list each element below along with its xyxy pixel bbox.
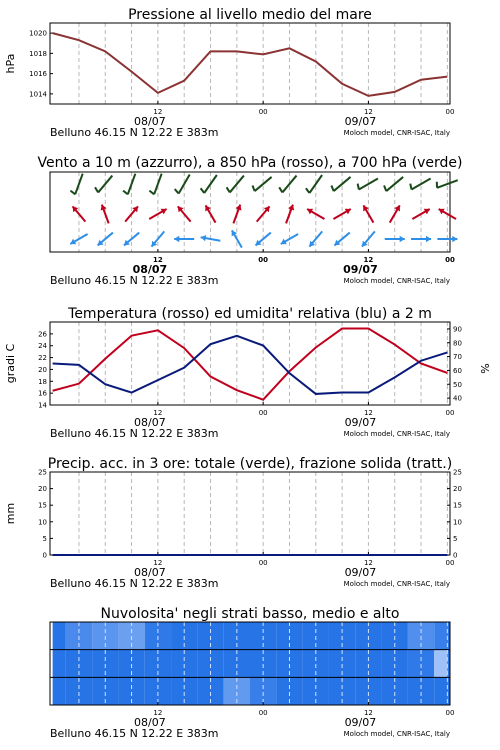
y-tick-label: 10 (38, 518, 47, 527)
wind-700-barb-feather (410, 184, 411, 190)
date-label: 09/07 (344, 566, 377, 579)
y-tick-label: 5 (42, 534, 47, 543)
pressure-line (53, 33, 448, 96)
y-tick-label: 25 (38, 468, 47, 477)
date-label: 08/07 (134, 416, 166, 429)
y-tick-label: 16 (38, 389, 47, 398)
y-tick-label: 18 (38, 377, 47, 386)
location-label: Belluno 46.15 N 12.22 E 383m (50, 126, 219, 139)
wind-700-barb-feather (95, 187, 98, 192)
panel-wind (37, 155, 462, 287)
x-tick-label: 00 (258, 409, 268, 417)
panel-title: Precip. acc. in 3 ore: totale (verde), frazione solida (tratt.) (47, 456, 453, 472)
wind-700-barb (75, 174, 83, 195)
date-label: 09/07 (344, 716, 377, 729)
y-tick-label: 20 (38, 485, 47, 494)
cloud-cell (53, 650, 66, 678)
y-tick-label: 15 (38, 501, 47, 510)
x-tick-label: 00 (445, 108, 455, 116)
y-tick-label-right: 70 (453, 353, 462, 362)
x-tick-label: 00 (258, 559, 268, 567)
wind-700-barb-feather (175, 189, 179, 193)
model-label: Moloch model, CNR-ISAC, Italy (343, 277, 450, 285)
x-tick-label: 00 (445, 409, 455, 417)
model-label: Moloch model, CNR-ISAC, Italy (343, 730, 450, 738)
y-tick-label-right: 90 (453, 325, 462, 334)
location-label: Belluno 46.15 N 12.22 E 383m (50, 727, 219, 740)
wind-10m-arrow-head (174, 236, 179, 242)
plot-frame (50, 472, 450, 555)
wind-700-barb-feather (331, 186, 333, 192)
y-tick-label: 24 (38, 342, 47, 351)
cloud-cell (434, 622, 447, 650)
wind-700-barb (309, 175, 322, 193)
x-tick-label: 00 (445, 559, 455, 567)
panel-title: Temperatura (rosso) ed umidita' relativa (blu) a 2 m (68, 306, 432, 322)
date-label: 08/07 (134, 716, 166, 729)
y-tick-label: 0 (42, 551, 47, 560)
y-tick-label: 1018 (29, 49, 47, 58)
x-tick-label: 12 (153, 709, 163, 717)
model-label: Moloch model, CNR-ISAC, Italy (343, 430, 450, 438)
x-tick-label: 12 (363, 409, 373, 417)
y-tick-label: 22 (38, 354, 47, 363)
wind-10m-arrow-head (452, 236, 457, 242)
location-label: Belluno 46.15 N 12.22 E 383m (50, 577, 219, 590)
location-label: Belluno 46.15 N 12.22 E 383m (50, 274, 219, 287)
humidity-line (53, 336, 448, 394)
x-tick-label: 12 (363, 559, 373, 567)
y-axis-label-right: % (479, 363, 492, 374)
y-tick-label-right: 5 (453, 534, 458, 543)
x-tick-label: 12 (153, 409, 163, 417)
x-tick-label: 12 (363, 108, 373, 116)
x-tick-label: 12 (153, 108, 163, 116)
y-axis-label: mm (4, 502, 17, 525)
x-tick-label: 12 (153, 256, 163, 264)
plot-frame (50, 322, 450, 405)
x-tick-label: 00 (445, 709, 455, 717)
cloud-cell (53, 677, 66, 705)
panel-temperature_humidity (4, 306, 492, 440)
y-tick-label-right: 10 (453, 518, 462, 527)
wind-700-barb-feather (149, 191, 154, 195)
y-tick-label: 1016 (29, 70, 47, 79)
date-label: 08/07 (134, 566, 166, 579)
location-label: Belluno 46.15 N 12.22 E 383m (50, 427, 219, 440)
wind-10m-arrow-head (426, 236, 431, 242)
model-label: Moloch model, CNR-ISAC, Italy (343, 580, 450, 588)
panel-pressure (4, 7, 454, 139)
date-label: 09/07 (344, 416, 377, 429)
date-label: 09/07 (344, 115, 377, 128)
y-tick-label-right: 20 (453, 485, 462, 494)
wind-700-barb-feather (384, 186, 386, 192)
wind-700-barb-feather (201, 188, 205, 193)
cloud-cell (53, 622, 66, 650)
wind-700-barb-feather (227, 187, 230, 192)
y-tick-label-right: 50 (453, 380, 462, 389)
panel-title: Pressione al livello medio del mare (128, 7, 372, 23)
date-label: 09/07 (343, 263, 378, 276)
date-label: 08/07 (134, 115, 166, 128)
y-tick-label-right: 25 (453, 468, 462, 477)
cloud-cell (434, 650, 447, 678)
y-axis-label: hPa (4, 53, 17, 74)
x-tick-label: 12 (363, 709, 373, 717)
wind-10m-arrow-head (400, 236, 405, 242)
wind-700-barb (128, 174, 136, 195)
y-tick-label: 1020 (29, 29, 47, 38)
panel-cloud_cover (50, 606, 454, 740)
wind-700-barb-feather (306, 188, 310, 193)
y-tick-label-right: 80 (453, 339, 462, 348)
y-tick-label: 1014 (29, 90, 47, 99)
x-tick-label: 12 (153, 559, 163, 567)
date-label: 08/07 (132, 263, 168, 276)
y-tick-label-right: 15 (453, 501, 462, 510)
x-tick-label: 00 (258, 108, 268, 116)
y-axis-label: gradi C (4, 343, 17, 384)
panel-title: Vento a 10 m (azzurro), a 850 hPa (rosso), a 700 hPa (verde) (37, 155, 463, 171)
panel-precipitation (4, 456, 462, 590)
wind-700-barb (154, 174, 162, 195)
wind-700-barb-feather (70, 191, 75, 195)
model-label: Moloch model, CNR-ISAC, Italy (343, 129, 450, 137)
wind-700-barb-feather (252, 186, 254, 192)
temperature-line (53, 329, 448, 400)
wind-700-barb-feather (358, 184, 359, 190)
panel-title: Nuvolosita' negli strati basso, medio e alto (100, 606, 400, 622)
wind-700-barb (179, 174, 190, 193)
y-tick-label: 26 (38, 330, 47, 339)
wind-700-barb (204, 175, 217, 193)
y-tick-label-right: 0 (453, 551, 458, 560)
y-tick-label: 20 (38, 365, 47, 374)
x-tick-label: 00 (258, 256, 269, 264)
x-tick-label: 12 (363, 256, 374, 264)
y-tick-label-right: 60 (453, 366, 462, 375)
wind-700-barb-feather (279, 187, 282, 192)
x-tick-label: 00 (445, 256, 455, 264)
y-tick-label: 14 (38, 401, 47, 410)
cloud-cell (434, 677, 447, 705)
wind-700-barb-feather (123, 191, 128, 195)
x-tick-label: 00 (258, 709, 268, 717)
y-tick-label-right: 40 (453, 394, 462, 403)
